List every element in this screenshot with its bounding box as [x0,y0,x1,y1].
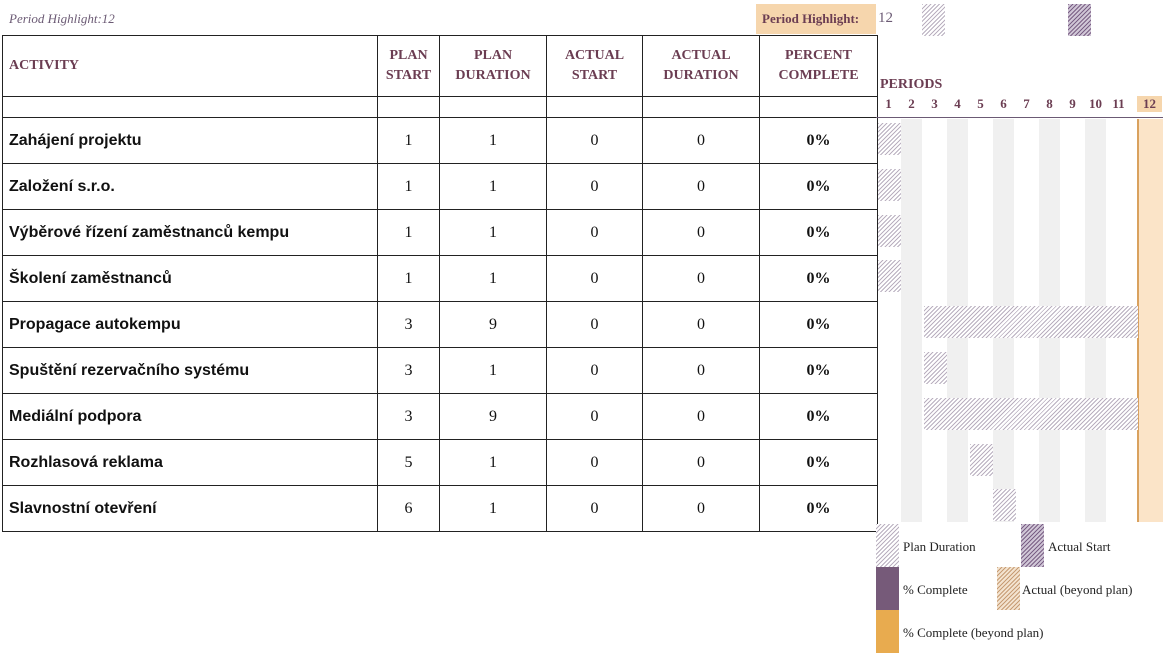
period-divider [876,117,1163,118]
plan-start-cell[interactable]: 1 [378,256,440,302]
plan-duration-cell[interactable]: 1 [440,118,547,164]
spacer-cell[interactable] [3,97,378,118]
plan-duration-swatch-top [922,4,945,36]
plan-duration-bar [878,215,901,247]
legend-actual-beyond: Actual (beyond plan) [1022,582,1133,597]
period-number: 5 [977,96,984,111]
activity-name-cell[interactable]: Propagace autokempu [3,302,378,348]
table-row [3,440,878,486]
header-actual-start: ACTUAL START [547,36,643,97]
plan-duration-cell[interactable]: 1 [440,348,547,394]
plan-duration-bar [878,169,901,201]
actual-start-swatch-top [1068,4,1091,36]
header-plan-duration: PLAN DURATION [440,36,547,97]
actual-duration-cell[interactable]: 0 [643,486,760,532]
table-row [3,348,878,394]
period-number: 3 [931,96,938,111]
legend-actual-start: Actual Start [1048,539,1111,554]
actual-duration-cell[interactable]: 0 [643,164,760,210]
plan-duration-bar [970,444,993,476]
table-row [3,210,878,256]
period-highlight-caption: Period Highlight:12 [9,11,115,26]
plan-duration-bar [878,123,901,155]
activity-name-cell[interactable]: Zahájení projektu [3,118,378,164]
activity-name-cell[interactable]: Spuštění rezervačního systému [3,348,378,394]
percent-complete-cell[interactable]: 0% [760,486,878,532]
plan-duration-cell[interactable]: 1 [440,440,547,486]
legend-percent-beyond: % Complete (beyond plan) [903,625,1044,640]
plan-duration-cell[interactable]: 1 [440,210,547,256]
actual-start-cell[interactable]: 0 [547,256,643,302]
percent-complete-cell[interactable]: 0% [760,164,878,210]
table-header-row [3,36,878,97]
actual-duration-cell[interactable]: 0 [643,256,760,302]
percent-complete-cell[interactable]: 0% [760,348,878,394]
table-row [3,256,878,302]
period-number: 4 [954,96,961,111]
table-row [3,394,878,440]
header-percent-complete: PERCENT COMPLETE [760,36,878,97]
legend-percent-beyond-swatch [876,610,899,653]
actual-duration-cell[interactable]: 0 [643,118,760,164]
legend-plan-duration-swatch [876,524,899,567]
spacer-cell[interactable] [643,97,760,118]
plan-duration-bar [924,352,947,384]
plan-duration-cell[interactable]: 1 [440,256,547,302]
actual-duration-cell[interactable]: 0 [643,302,760,348]
period-column [1138,119,1163,522]
actual-start-cell[interactable]: 0 [547,486,643,532]
period-number: 10 [1089,96,1102,111]
header-plan-start: PLAN START [378,36,440,97]
plan-start-cell[interactable]: 3 [378,348,440,394]
actual-start-cell[interactable]: 0 [547,118,643,164]
percent-complete-cell[interactable]: 0% [760,302,878,348]
legend-actual-start-swatch [1021,524,1044,567]
actual-start-cell[interactable]: 0 [547,164,643,210]
actual-duration-cell[interactable]: 0 [643,394,760,440]
plan-duration-bar [924,398,1138,430]
activity-table [2,35,878,532]
activity-name-cell[interactable]: Slavnostní otevření [3,486,378,532]
table-spacer-row [3,97,878,118]
legend-percent-complete: % Complete [903,582,968,597]
legend-percent-complete-swatch [876,567,899,610]
legend-actual-beyond-swatch [997,567,1020,610]
period-number: 8 [1046,96,1053,111]
plan-start-cell[interactable]: 5 [378,440,440,486]
header-activity: ACTIVITY [3,36,378,97]
table-row [3,486,878,532]
period-column [901,119,922,522]
period-highlight-input[interactable]: 12 [878,10,893,26]
plan-duration-cell[interactable]: 1 [440,164,547,210]
period-number: 12 [1137,96,1162,112]
header-actual-duration: ACTUAL DURATION [643,36,760,97]
plan-start-cell[interactable]: 1 [378,164,440,210]
actual-start-cell[interactable]: 0 [547,302,643,348]
plan-duration-bar [878,260,901,292]
plan-start-cell[interactable]: 3 [378,302,440,348]
period-number: 11 [1112,96,1125,111]
table-row [3,118,878,164]
plan-duration-bar [924,306,1138,338]
plan-duration-cell[interactable]: 9 [440,302,547,348]
percent-complete-cell[interactable]: 0% [760,210,878,256]
plan-duration-cell[interactable]: 9 [440,394,547,440]
period-number: 1 [885,96,892,111]
percent-complete-cell[interactable]: 0% [760,394,878,440]
activity-name-cell[interactable]: Mediální podpora [3,394,378,440]
plan-duration-bar [993,489,1016,521]
period-number: 7 [1023,96,1030,111]
actual-duration-cell[interactable]: 0 [643,440,760,486]
actual-start-cell[interactable]: 0 [547,210,643,256]
actual-duration-cell[interactable]: 0 [643,210,760,256]
plan-start-cell[interactable]: 6 [378,486,440,532]
legend-plan-duration: Plan Duration [903,539,976,554]
table-row [3,164,878,210]
period-number: 2 [908,96,915,111]
percent-complete-cell[interactable]: 0% [760,118,878,164]
percent-complete-cell[interactable]: 0% [760,440,878,486]
activity-name-cell[interactable]: Školení zaměstnanců [3,256,378,302]
spacer-cell[interactable] [440,97,547,118]
actual-start-cell[interactable]: 0 [547,394,643,440]
periods-title: PERIODS [880,77,943,92]
spacer-cell[interactable] [760,97,878,118]
actual-duration-cell[interactable]: 0 [643,348,760,394]
period-highlight-label: Period Highlight: [756,4,876,34]
actual-start-cell[interactable]: 0 [547,348,643,394]
activity-name-cell[interactable]: Založení s.r.o. [3,164,378,210]
spacer-cell[interactable] [547,97,643,118]
period-number: 6 [1000,96,1007,111]
period-number: 9 [1069,96,1076,111]
plan-start-cell[interactable]: 1 [378,118,440,164]
activity-name-cell[interactable]: Rozhlasová reklama [3,440,378,486]
plan-start-cell[interactable]: 1 [378,210,440,256]
percent-complete-cell[interactable]: 0% [760,256,878,302]
plan-start-cell[interactable]: 3 [378,394,440,440]
spacer-cell[interactable] [378,97,440,118]
activity-name-cell[interactable]: Výběrové řízení zaměstnanců kempu [3,210,378,256]
actual-start-cell[interactable]: 0 [547,440,643,486]
table-row [3,302,878,348]
plan-duration-cell[interactable]: 1 [440,486,547,532]
